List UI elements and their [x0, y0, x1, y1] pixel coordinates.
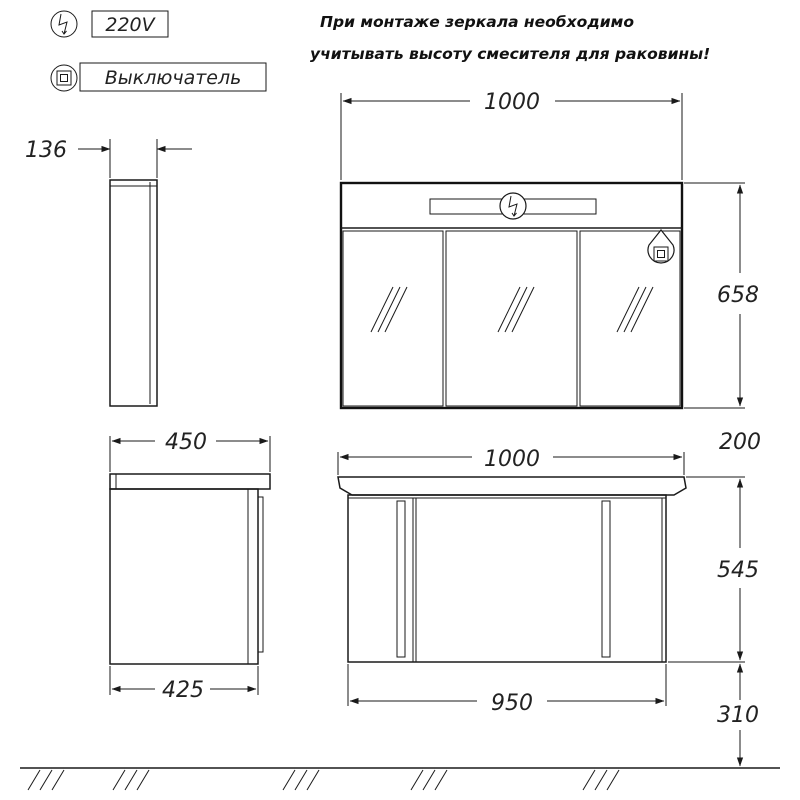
- installation-note-line2: учитывать высоту смесителя для раковины!: [310, 45, 711, 63]
- dim-cabinet-height: 545: [717, 558, 759, 583]
- legend-power: [51, 11, 168, 37]
- lightning-bolt-icon: [500, 193, 526, 219]
- legend-power-label: 220V: [105, 14, 155, 36]
- floor-line: [20, 768, 780, 790]
- legend-switch-label: Выключатель: [104, 67, 242, 89]
- lightning-bolt-icon: [51, 11, 77, 37]
- switch-square-icon: [648, 230, 674, 263]
- dim-cabinet-width-body: 950: [491, 691, 533, 716]
- mirror-front-view: [341, 93, 745, 408]
- dim-cabinet-top-offset: 200: [719, 430, 761, 455]
- switch-square-icon: [51, 65, 77, 91]
- legend-switch: [51, 63, 266, 91]
- cabinet-front-view: [338, 452, 745, 766]
- installation-note-line1: При монтаже зеркала необходимо: [320, 13, 634, 31]
- cabinet-side-view: [110, 436, 270, 695]
- mirror-reflection-hatch: [371, 287, 653, 332]
- dim-cabinet-width-top: 1000: [484, 447, 540, 472]
- dim-cabinet-depth-body: 425: [162, 678, 204, 703]
- dim-floor-clearance: 310: [717, 703, 759, 728]
- dim-cabinet-depth-top: 450: [165, 430, 207, 455]
- dim-mirror-height: 658: [717, 283, 759, 308]
- mirror-side-view: [78, 139, 192, 406]
- dim-mirror-width: 1000: [484, 90, 540, 115]
- dim-mirror-depth: 136: [25, 138, 67, 163]
- floor-hatch: [28, 770, 619, 790]
